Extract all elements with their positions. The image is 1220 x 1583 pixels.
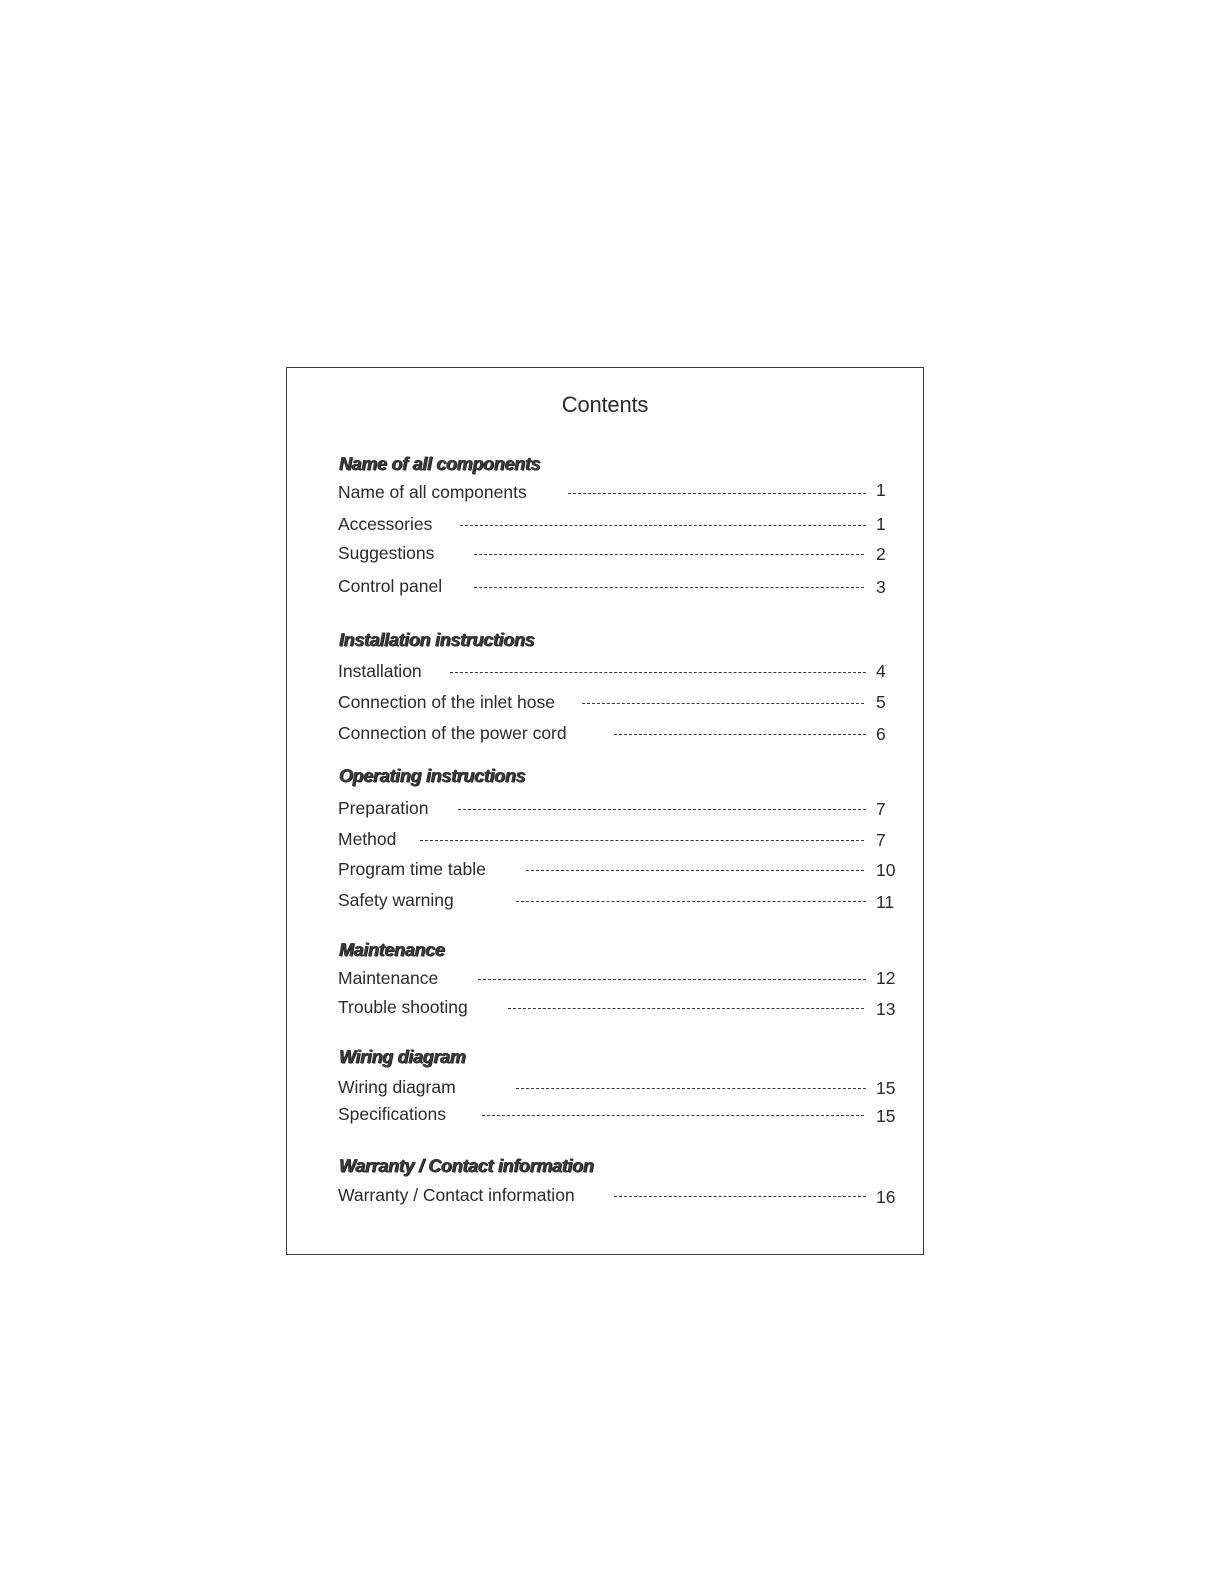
section-heading-installation: Installation instructions — [339, 630, 535, 650]
toc-entry-label: Installation — [338, 661, 422, 681]
leader-dots — [516, 901, 866, 902]
toc-entry[interactable] — [338, 827, 898, 851]
toc-entry-page: 7 — [876, 799, 886, 819]
toc-entry-page: 16 — [876, 1187, 896, 1207]
toc-entry[interactable] — [338, 541, 898, 565]
toc-entry-label: Trouble shooting — [338, 997, 468, 1017]
toc-entry-label: Safety warning — [338, 890, 454, 910]
leader-dots — [474, 554, 864, 555]
contents-box — [286, 367, 924, 1255]
leader-dots — [474, 587, 864, 588]
section-heading-wiring: Wiring diagram — [339, 1047, 466, 1067]
toc-entry[interactable] — [338, 1183, 898, 1207]
toc-entry-label: Warranty / Contact information — [338, 1185, 575, 1205]
toc-entry-label: Specifications — [338, 1104, 446, 1124]
toc-entry-page: 6 — [876, 724, 886, 744]
toc-entry-page: 11 — [876, 892, 895, 912]
toc-entry-page: 1 — [876, 480, 886, 500]
leader-dots — [516, 1088, 866, 1089]
toc-entry-page: 5 — [876, 692, 886, 712]
toc-entry-label: Connection of the inlet hose — [338, 692, 555, 712]
leader-dots — [478, 979, 866, 980]
leader-dots — [614, 1196, 866, 1197]
section-heading-warranty: Warranty / Contact information — [339, 1156, 594, 1176]
page-title: Contents — [561, 392, 649, 417]
toc-entry-label: Wiring diagram — [338, 1077, 456, 1097]
toc-entry-label: Method — [338, 829, 397, 849]
toc-entry[interactable] — [338, 1102, 898, 1126]
leader-dots — [568, 493, 866, 494]
toc-entry[interactable] — [338, 888, 898, 912]
leader-dots — [450, 672, 866, 673]
toc-entry-page: 1 — [876, 514, 886, 534]
toc-entry-label: Control panel — [338, 576, 443, 596]
toc-entry-page: 3 — [876, 577, 886, 597]
leader-dots — [614, 734, 866, 735]
toc-entry-page: 2 — [876, 544, 886, 564]
toc-entry-page: 7 — [876, 830, 886, 850]
section-heading-components: Name of all components — [339, 454, 541, 474]
toc-entry[interactable] — [338, 995, 898, 1019]
leader-dots — [526, 870, 864, 871]
section-heading-operating: Operating instructions — [339, 766, 526, 786]
toc-entry-label: Name of all components — [338, 482, 527, 502]
toc-entry[interactable] — [338, 966, 898, 990]
leader-dots — [420, 840, 864, 841]
toc-entry-page: 13 — [876, 999, 896, 1019]
section-heading-maintenance: Maintenance — [339, 940, 445, 960]
leader-dots — [458, 809, 866, 810]
leader-dots — [582, 703, 864, 704]
toc-entry[interactable] — [338, 721, 898, 745]
toc-entry[interactable] — [338, 796, 898, 820]
toc-entry[interactable] — [338, 659, 898, 683]
toc-entry[interactable] — [338, 857, 898, 881]
leader-dots — [482, 1115, 864, 1116]
toc-entry-label: Accessories — [338, 514, 433, 534]
toc-entry-page: 10 — [876, 860, 896, 880]
toc-entry[interactable] — [338, 1075, 898, 1099]
toc-entry-label: Suggestions — [338, 543, 435, 563]
toc-entry[interactable] — [338, 574, 898, 598]
toc-entry-label: Program time table — [338, 859, 486, 879]
toc-entry-label: Maintenance — [338, 968, 439, 988]
toc-entry-page: 4 — [876, 661, 886, 681]
leader-dots — [508, 1008, 864, 1009]
leader-dots — [460, 525, 866, 526]
toc-entry-page: 15 — [876, 1078, 896, 1098]
toc-entry[interactable] — [338, 512, 898, 536]
toc-entry[interactable] — [338, 690, 898, 714]
toc-entry-page: 15 — [876, 1106, 896, 1126]
toc-entry-label: Preparation — [338, 798, 429, 818]
toc-entry-label: Connection of the power cord — [338, 723, 567, 743]
toc-entry[interactable] — [338, 480, 898, 504]
toc-entry-page: 12 — [876, 968, 896, 988]
